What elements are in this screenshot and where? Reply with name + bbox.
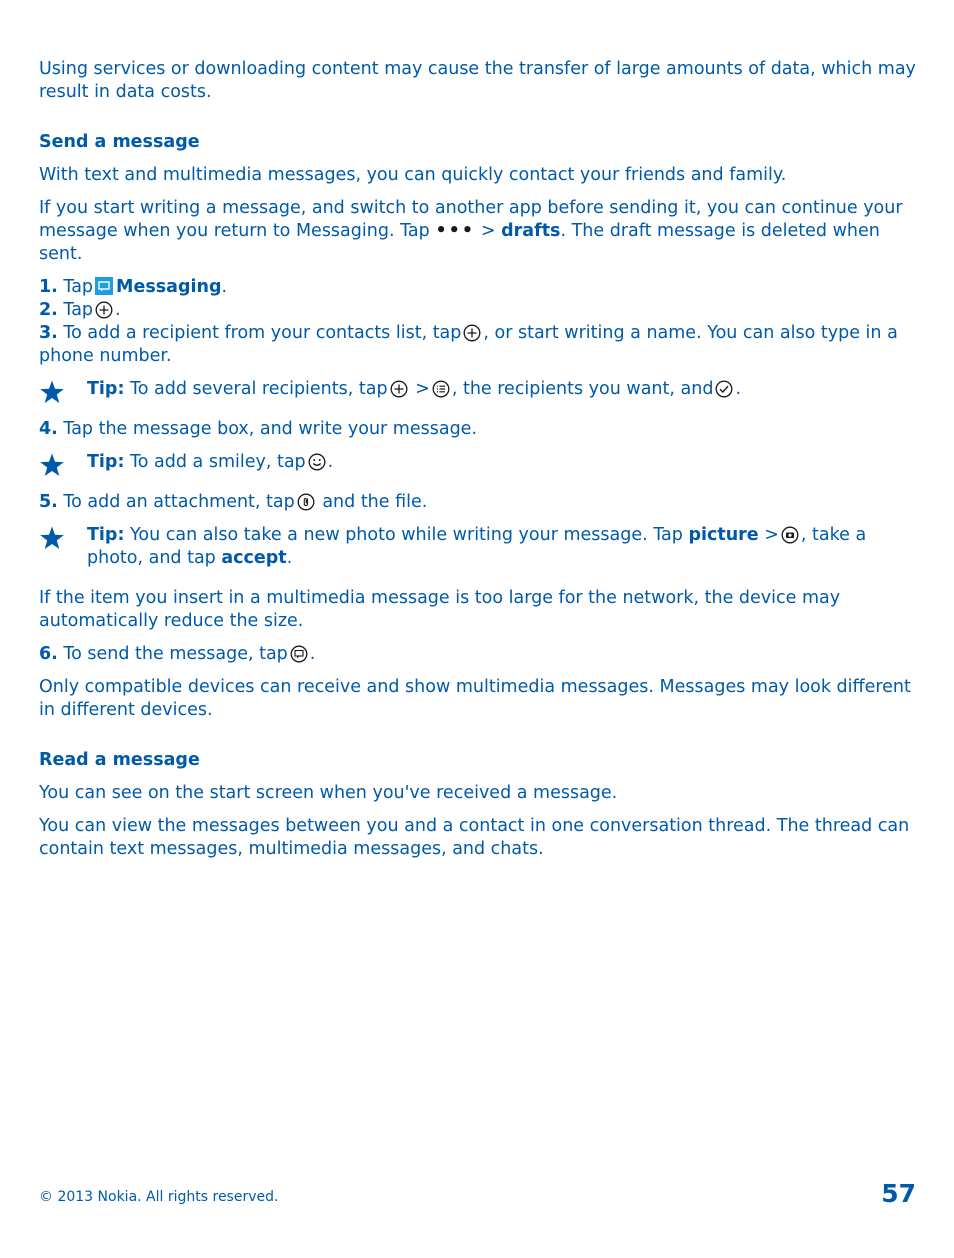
tip-2: Tip: To add a smiley, tap .	[39, 451, 919, 474]
star-icon	[39, 452, 65, 478]
add-icon	[95, 301, 113, 319]
messaging-app-icon	[95, 277, 113, 295]
step-5: 5. To add an attachment, tap and the file.	[39, 492, 428, 512]
send-paragraph-1: With text and multimedia messages, you can quickly contact your friends and family.	[39, 165, 787, 185]
step-6: 6. To send the message, tap .	[39, 644, 316, 664]
page-content	[39, 58, 919, 871]
step-1: 1. Tap Messaging.	[39, 277, 228, 297]
star-icon	[39, 525, 65, 551]
copyright: © 2013 Nokia. All rights reserved.	[39, 1189, 279, 1205]
read-paragraph-1: You can see on the start screen when you've received a message.	[39, 783, 618, 803]
send-icon	[290, 645, 308, 663]
read-heading: Read a message	[39, 750, 200, 770]
send-paragraph-3: If the item you insert in a multimedia message is too large for the network, the device may automatically reduce the size.	[39, 588, 841, 631]
add-icon	[390, 380, 408, 398]
page-number: 57	[881, 1179, 916, 1208]
send-heading: Send a message	[39, 132, 200, 152]
more-icon: •••	[435, 221, 476, 241]
step-3: 3. To add a recipient from your contacts list, tap , or start writing a name. You can also type in a phone number.	[39, 323, 898, 366]
intro-paragraph: Using services or downloading content may cause the transfer of large amounts of data, which may result in data costs.	[39, 59, 916, 102]
step-4: 4. Tap the message box, and write your message.	[39, 419, 478, 439]
smiley-icon	[308, 453, 326, 471]
camera-icon	[781, 526, 799, 544]
tip-1: Tip: To add several recipients, tap > , the recipients you want, and .	[39, 378, 919, 401]
send-paragraph-2: If you start writing a message, and switch to another app before sending it, you can continue your message when you return to Messaging. Tap ••• > drafts. The draft message is deleted when sent.	[39, 198, 903, 264]
steps-1-3	[39, 276, 919, 368]
send-paragraph-4: Only compatible devices can receive and show multimedia messages. Messages may look different in different devices.	[39, 677, 911, 720]
attach-icon	[297, 493, 315, 511]
contacts-icon	[432, 380, 450, 398]
read-paragraph-2: You can view the messages between you and a contact in one conversation thread. The thread can contain text messages, multimedia messages, and chats.	[39, 816, 910, 859]
step-2: 2. Tap .	[39, 300, 121, 320]
star-icon	[39, 379, 65, 405]
add-icon	[463, 324, 481, 342]
check-icon	[715, 380, 733, 398]
tip-3: Tip: You can also take a new photo while writing your message. Tap picture > , take a photo, and tap accept.	[39, 524, 919, 570]
